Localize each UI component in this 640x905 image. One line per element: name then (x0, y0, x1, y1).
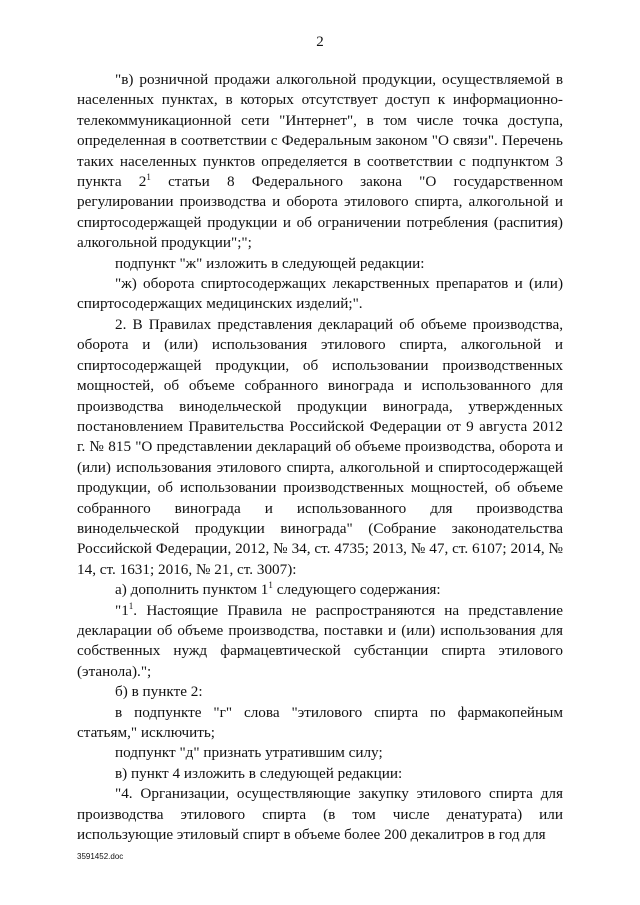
paragraph-subpoint-zh-text: "ж) оборота спиртосодержащих лекарственных препаратов и (или) спиртосодержащих медицинских изделий;". (77, 275, 563, 313)
paragraph-item-v: "в) розничной продажи алкогольной продукции, осуществляемой в населенных пунктах, в которых отсутствует доступ к информационно-телекоммуникационной сети "Интернет", в том числе точка доступа, определенная в соответствии с Федеральным законом "О связи". Перечень таких населенных пунктов определяется в соответствии с подпунктом 3 пункта $2^1$ статьи 8 Федерального закона "О государственном регулировании производства и оборота этилового спирта, алкогольной и спиртосодержащей продукции и об ограничении потребления (распития) алкогольной продукции";"; (77, 71, 563, 252)
paragraph-item-a: а) дополнить пунктом $1^1$ следующего содержания: (115, 580, 441, 599)
paragraph-subpoint-g: в подпункте "г" слова "этилового спирта по фармакопейным статьям," исключить; (77, 703, 563, 741)
paragraph-point-4-text: "4. Организации, осуществляющие закупку этилового спирта для производства этилового спирта (в том числе денатурата) или использующие этиловый спирт в объеме более 200 декалитров в год для (77, 785, 563, 844)
superscript: 1 (128, 600, 134, 611)
page-number: 2 (316, 34, 324, 50)
superscript: 1 (268, 580, 273, 591)
paragraph-item-v-point-4: в) пункт 4 изложить в следующей редакции: (115, 764, 403, 782)
paragraph-item-2: 2. В Правилах представления деклараций об объеме производства, оборота и (или) использования этилового спирта, алкогольной и спиртосодержащей продукции, об использовании производственных мощностей, об объеме собранного винограда и использованного для производства винодельческой продукции винограда, утвержденных постановлением Правительства Российской Федерации от 9 августа 2012 г. № 815 "О представлении деклараций об объеме производства, оборота и (или) использования этилового спирта, алкогольной и спиртосодержащей продукции, об использовании производственных мощностей, об объеме собранного винограда и использованного для производства винодельческой продукции винограда" (Собрание законодательства Российской Федерации, 2012, № 34, ст. 4735; 2013, № 47, ст. 6107; 2014, № 14, ст. 1631; 2016, № 21, ст. 3007): (77, 315, 563, 578)
paragraph-item-b: б) в пункте 2: (115, 683, 203, 701)
paragraph-subpoint-zh-intro: подпункт "ж" изложить в следующей редакции: (115, 254, 425, 272)
paragraph-subpoint-d: подпункт "д" признать утратившим силу; (115, 744, 383, 762)
document-body (77, 70, 563, 845)
paragraph-point-1-1: "$1^1$. Настоящие Правила не распространяются на представление декларации об объеме производства, поставки и (или) использования для собственных нужд фармацевтической субстанции спирта этилового (этанола)."; (77, 600, 563, 680)
footer-document-code: 3591452.doc (77, 852, 124, 861)
superscript: 1 (146, 172, 151, 183)
